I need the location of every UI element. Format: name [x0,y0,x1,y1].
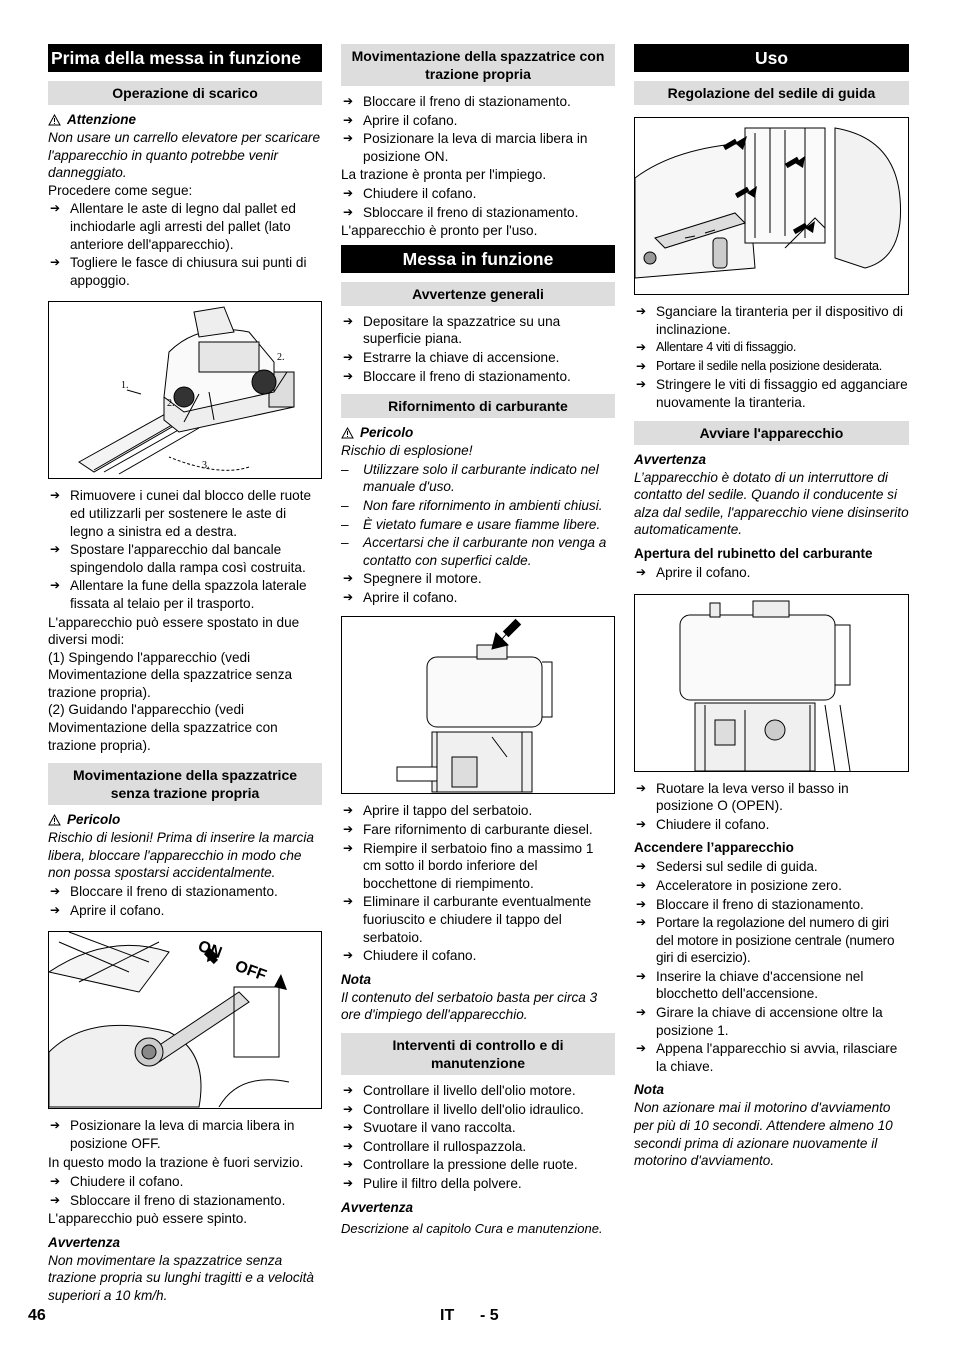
step-item: ➔ Spegnere il motore. [341,570,615,588]
step-item: ➔ Girare la chiave di accensione oltre la posizione 1. [634,1004,909,1039]
body-text: La trazione è pronta per l'impiego. [341,167,547,183]
column-3 [634,44,909,1170]
step-item: ➔ Togliere le fasce di chiusura sui punti di appoggio. [48,254,322,289]
step-list [634,303,909,412]
mode-2: (2) Guidando l'apparecchio (vedi Movimentazione della spazzatrice con trazione propria). [48,702,278,753]
step-item: ➔ Chiudere il cofano. [341,947,615,965]
note-text: Non movimentare la spazzatrice senza trazione propria su lunghi tragitti e a velocità superiori a 10 km/h. [48,1252,314,1303]
figure-label: 3. [202,460,210,472]
step-list [48,883,322,919]
step-list [634,780,909,834]
step-item: ➔ Appena l'apparecchio si avvia, rilasciare la chiave. [634,1040,909,1075]
body-text: L'apparecchio può essere spinto. [48,1211,248,1227]
step-item: ➔ Bloccare il freno di stazionamento. [341,368,615,386]
note-label: Nota [341,971,371,987]
dash-item: – Non fare rifornimento in ambienti chiusi. [341,497,615,515]
danger-text: Rischio di esplosione! [341,443,473,459]
note-text: L’apparecchio è dotato di un interruttore di contatto del sedile. Quando il conducente si alza dal sedile, l'apparecchio viene disinserito automaticamente. [634,469,909,538]
subsection-heading: Interventi di controllo e di manutenzione [341,1033,615,1075]
freewheel-lever-figure [48,931,322,1109]
subsection-heading: Regolazione del sedile di guida [634,81,909,105]
step-list [341,802,615,964]
step-item: ➔ Sedersi sul sedile di guida. [634,858,909,876]
freewheel-lever-illustration [49,932,317,1108]
step-list [341,185,615,221]
step-item: ➔ Rimuovere i cunei dal blocco delle ruote ed utilizzarli per sostenere le aste di legno a sinistra ed a destra. [48,487,322,540]
step-list [341,570,615,606]
step-list [48,1117,322,1152]
step-item: ➔ Eliminare il carburante eventualmente fuoriuscito e chiudere il tappo del serbatoio. [341,893,615,946]
step-item: ➔ Fare rifornimento di carburante diesel. [341,821,615,839]
danger-label: Pericolo [48,811,322,829]
step-item: ➔ Chiudere il cofano. [48,1173,322,1191]
fuel-tank-illustration [342,617,610,793]
seat-frame-illustration [635,118,907,294]
step-item: ➔ Aprire il tappo del serbatoio. [341,802,615,820]
subsection-heading: Avvertenze generali [341,282,615,306]
step-item: ➔ Controllare il livello dell'olio idraulico. [341,1101,615,1119]
step-item: ➔ Allentare la fune della spazzola laterale fissata al telaio per il trasporto. [48,577,322,612]
step-item: ➔ Riempire il serbatoio fino a massimo 1 cm sotto il bordo inferiore del bocchettone di riempimento. [341,840,615,893]
step-item: ➔ Ruotare la leva verso il basso in posizione O (OPEN). [634,780,909,815]
attention-text: Non usare un carrello elevatore per scaricare l'apparecchio in quanto potrebbe venir danneggiato. [48,130,321,181]
step-item: ➔ Spostare l'apparecchio dal bancale spingendolo dalla rampa così costruita. [48,541,322,576]
fuel-valve-illustration [635,595,907,771]
step-list [341,313,615,385]
step-item: ➔ Sganciare la tiranteria per il dispositivo di inclinazione. [634,303,909,338]
step-item: ➔ Pulire il filtro della polvere. [341,1175,615,1193]
note-label: Avvertenza [48,1234,121,1250]
note-label: Avvertenza [341,1199,414,1215]
column-2 [341,44,615,1237]
sweeper-on-pallet-illustration [49,302,321,478]
sub-heading: Apertura del rubinetto del carburante [634,545,873,561]
step-list [48,200,322,289]
step-item: ➔ Bloccare il freno di stazionamento. [634,896,909,914]
figure-label: 1. [121,380,129,392]
danger-text: Rischio di lesioni! Prima di inserire la marcia libera, bloccare l'apparecchio in modo che non possa spostarsi accidentalmente. [48,830,314,881]
note-text: Descrizione al capitolo Cura e manutenzione. [341,1220,603,1236]
step-item: ➔ Aprire il cofano. [341,589,615,607]
step-item: ➔ Stringere le viti di fissaggio ed agganciare nuovamente la tiranteria. [634,376,909,411]
step-item: ➔ Depositare la spazzatrice su una superficie piana. [341,313,615,348]
on-label: ON [195,938,224,963]
step-item: ➔ Estrarre la chiave di accensione. [341,349,615,367]
step-item: ➔ Controllare il rullospazzola. [341,1138,615,1156]
warning-triangle-icon [341,427,354,439]
step-item: ➔ Acceleratore in posizione zero. [634,877,909,895]
subsection-heading: Rifornimento di carburante [341,394,615,418]
step-item: ➔ Posizionare la leva di marcia libera in posizione OFF. [48,1117,322,1152]
page-number: 46 [28,1307,46,1324]
note-text: Il contenuto del serbatoio basta per circa 3 ore d'impiego dell'apparecchio. [341,989,598,1023]
step-item: ➔ Aprire il cofano. [634,564,909,582]
step-item: ➔ Controllare il livello dell'olio motore. [341,1082,615,1100]
figure-label: 2. [167,398,175,410]
dash-item: – È vietato fumare e usare fiamme libere. [341,516,615,534]
sub-heading: Accendere l’apparecchio [634,840,794,856]
step-item: ➔ Aprire il cofano. [48,902,322,920]
step-list [48,1173,322,1209]
step-item: ➔ Portare il sedile nella posizione desiderata. [634,358,909,376]
mode-1: (1) Spingendo l'apparecchio (vedi Movimentazione della spazzatrice senza trazione propria). [48,649,293,700]
step-item: ➔ Svuotare il vano raccolta. [341,1119,615,1137]
seat-adjustment-figure [634,117,909,295]
procedure-intro: Procedere come segue: [48,182,193,198]
step-item: ➔ Bloccare il freno di stazionamento. [341,93,615,111]
dash-item: – Utilizzare solo il carburante indicato nel manuale d'uso. [341,461,615,496]
step-item: ➔ Bloccare il freno di stazionamento. [48,883,322,901]
step-item: ➔ Portare la regolazione del numero di giri del motore in posizione centrale (numero giri di esercizio). [634,914,909,967]
figure-label: 2. [277,352,285,364]
attention-label: Attenzione [48,111,322,129]
danger-label: Pericolo [341,424,615,442]
step-item: ➔ Chiudere il cofano. [341,185,615,203]
step-item: ➔ Allentare le aste di legno dal pallet ed inchiodarle agli arresti del pallet (lato anteriore dell'apparecchio). [48,200,322,253]
dash-list [341,461,615,570]
language-code: IT [440,1307,455,1324]
note-text: Non azionare mai il motorino d'avviamento per più di 10 secondi. Attendere almeno 10 secondi prima di azionare nuovamente il motorino d'avviamento. [634,1100,893,1169]
step-item: ➔ Sbloccare il freno di stazionamento. [341,204,615,222]
subsection-heading: Avviare l'apparecchio [634,421,909,445]
step-list [341,93,615,165]
subsection-heading: Movimentazione della spazzatrice senza trazione propria [48,763,322,805]
unloading-figure [48,301,322,479]
fuel-valve-figure [634,594,909,772]
off-label: OFF [232,958,269,985]
step-list [341,1082,615,1193]
step-item: ➔ Inserire la chiave d'accensione nel blocchetto dell'accensione. [634,968,909,1003]
step-list [48,487,322,612]
section-title: Uso [634,44,909,72]
note-label: Nota [634,1082,664,1098]
section-title: Prima della messa in funzione [48,44,322,72]
note-label: Avvertenza [634,451,707,467]
step-item: ➔ Aprire il cofano. [341,112,615,130]
subsection-heading: Operazione di scarico [48,81,322,105]
warning-triangle-icon [48,114,61,126]
dash-item: – Accertarsi che il carburante non venga a contatto con superfici calde. [341,534,615,569]
section-title: Messa in funzione [341,245,615,273]
modes-intro: L'apparecchio può essere spostato in due diversi modi: [48,614,300,648]
column-1 [48,44,322,1305]
subsection-heading: Movimentazione della spazzatrice con trazione propria [341,44,615,86]
warning-triangle-icon [48,814,61,826]
step-item: ➔ Posizionare la leva di marcia libera in posizione ON. [341,130,615,165]
step-item: ➔ Chiudere il cofano. [634,816,909,834]
body-text: L'apparecchio è pronto per l'uso. [341,223,538,239]
body-text: In questo modo la trazione è fuori servizio. [48,1155,304,1171]
step-item: ➔ Allentare 4 viti di fissaggio. [634,339,909,357]
step-item: ➔ Controllare la pressione delle ruote. [341,1156,615,1174]
fuel-tank-figure [341,616,615,794]
step-list [634,564,909,582]
step-list [634,858,909,1075]
step-item: ➔ Sbloccare il freno di stazionamento. [48,1192,322,1210]
section-page-number: - 5 [480,1307,499,1324]
